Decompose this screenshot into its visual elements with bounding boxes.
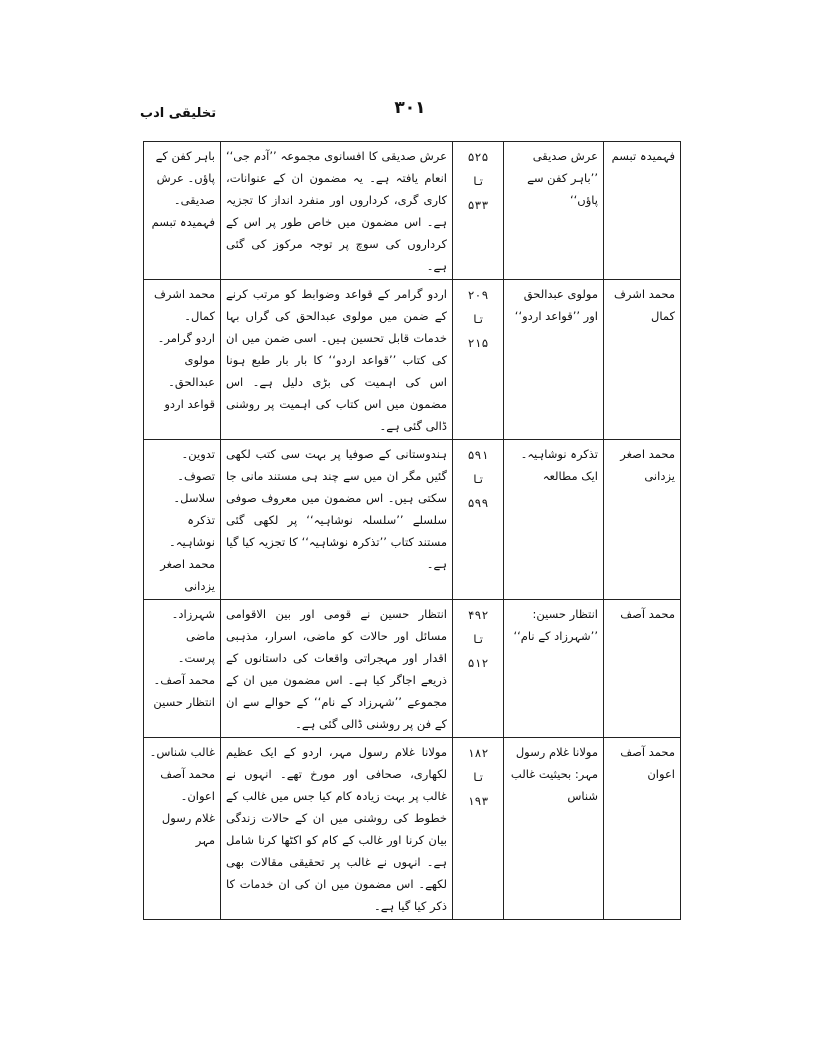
title-cell: عرش صدیقی ’’باہر کفن سے پاؤں‘‘ [504, 142, 604, 280]
keywords-cell [144, 280, 221, 440]
table-row [144, 440, 681, 600]
page-range-part: ۵۹۱ [467, 448, 489, 462]
keyword: اردو گرامر۔ [157, 331, 215, 345]
keywords-cell [144, 142, 221, 280]
keyword: محمد اشرف کمال۔ [153, 287, 215, 323]
title-cell: مولوی عبدالحق اور ’’قواعد اردو‘‘ [504, 280, 604, 440]
keyword: اعوان۔ [180, 789, 215, 803]
keywords-cell [144, 440, 221, 600]
page-range-part: تا [471, 632, 485, 646]
keyword: فہمیدہ تبسم [151, 215, 215, 229]
pages-cell [453, 142, 504, 280]
page-range-part: ۵۹۹ [467, 496, 489, 510]
title-cell: مولانا غلام رسول مہر: بحیثیت غالب شناس [504, 738, 604, 920]
summary-cell: انتظار حسین نے قومی اور بین الاقوامی مسائل اور حالات کو ماضی، اسرار، مذہبی اقدار اور مہجراتی واقعات کی داستانوں کے ذریعے اجاگر کیا ہے۔ اس مضمون میں ان کے مجموعے ’’شہرزاد کے نام‘‘ کے حوالے سے ان کے فن پر روشنی ڈالی گئی ہے۔ [221, 600, 453, 738]
keyword: غالب شناس۔ [149, 745, 215, 759]
page-range-part: ۲۰۹ [467, 288, 489, 302]
pages-cell [453, 440, 504, 600]
keyword: پرست۔ [177, 651, 215, 665]
summary-cell: ہندوستانی کے صوفیا پر بہت سی کتب لکھی گئیں مگر ان میں سے چند ہی مستند مانی جا سکتی ہیں۔ اس مضمون میں معروف صوفی سلسلے ’’سلسلہ نوشاہیہ‘‘ پر لکھی گئی مستند کتاب ’’تذکرہ نوشاہیہ‘‘ کا تجزیہ کیا گیا ہے۔ [221, 440, 453, 600]
author-cell: فہمیدہ تبسم [604, 142, 681, 280]
author-cell: محمد آصف اعوان [604, 738, 681, 920]
title-cell: تذکرہ نوشاہیہ۔ ایک مطالعہ [504, 440, 604, 600]
author-cell: محمد اصغر یزدانی [604, 440, 681, 600]
page-range-part: ۵۲۵ [467, 150, 489, 164]
pages-cell [453, 280, 504, 440]
keyword: تدوین۔ تصوف۔ [177, 447, 215, 483]
page-range-part: تا [471, 770, 485, 784]
keyword: پاؤں۔ عرش [156, 171, 215, 185]
table-row [144, 142, 681, 280]
keyword: محمد اصغر یزدانی [160, 557, 215, 593]
keyword: صدیقی۔ [173, 193, 215, 207]
summary-cell: اردو گرامر کے قواعد وضوابط کو مرتب کرنے کے ضمن میں مولوی عبدالحق کی گراں بہا خدمات قابل تحسین ہیں۔ اسی ضمن میں ان کی کتاب ’’قواعد اردو‘‘ کا بار بار طبع ہونا اس کی اہمیت کی بڑی دلیل ہے۔ اس مضمون میں اس کتاب کی اہمیت پر روشنی ڈالی گئی ہے۔ [221, 280, 453, 440]
page-range-part: ۴۹۲ [467, 608, 489, 622]
page-range-part: ۵۳۳ [467, 198, 489, 212]
page-range-part: ۵۱۲ [467, 656, 489, 670]
summary-cell: عرش صدیقی کا افسانوی مجموعہ ’’آدم جی‘‘ انعام یافتہ ہے۔ یہ مضمون ان کے عنوانات، کاری گری، کرداروں اور منفرد انداز کا تجزیہ ہے۔ اس مضمون میں خاص طور پر اس کے کرداروں کی سوچ پر توجہ مرکوز کی گئی ہے۔ [221, 142, 453, 280]
keyword: محمد آصف۔ [153, 673, 215, 687]
title-cell: انتظار حسین: ’’شہرزاد کے نام‘‘ [504, 600, 604, 738]
pages-cell [453, 600, 504, 738]
summary-cell: مولانا غلام رسول مہر، اردو کے ایک عظیم لکھاری، صحافی اور مورخ تھے۔ انہوں نے غالب پر بہت زیادہ کام کیا جس میں غالب کے خطوط کی روشنی میں ان کے حالات زندگی بیان کرنا اور غالب کے کام کو اکٹھا کرنا شامل ہے۔ انہوں نے غالب پر تحقیقی مقالات بھی لکھے۔ اس مضمون میں ان کی ان خدمات کا ذکر کیا گیا ہے۔ [221, 738, 453, 920]
keywords-cell [144, 600, 221, 738]
page-range-part: ۲۱۵ [467, 336, 489, 350]
keyword: غلام رسول مہر [161, 811, 215, 847]
keyword: باہر کفن کے [155, 149, 215, 163]
page-range-part: ۱۸۲ [467, 746, 489, 760]
author-cell: محمد اشرف کمال [604, 280, 681, 440]
page-range-part: تا [471, 472, 485, 486]
page-number: ۳۰۱ [394, 98, 426, 118]
keyword: شہرزاد۔ ماضی [171, 607, 215, 643]
table-row [144, 738, 681, 920]
pages-cell [453, 738, 504, 920]
keyword: قواعد اردو [164, 397, 215, 411]
running-header: تخلیقی ادب [140, 106, 217, 121]
keyword: نوشاہیہ۔ [169, 535, 215, 549]
author-cell: محمد آصف [604, 600, 681, 738]
page-range-part: تا [471, 312, 485, 326]
keyword: انتظار حسین [153, 695, 215, 709]
index-table [143, 141, 681, 920]
page-range-part: تا [471, 174, 485, 188]
page-range-part: ۱۹۳ [467, 794, 489, 808]
table-row [144, 280, 681, 440]
keyword: سلاسل۔ تذکرہ [173, 491, 215, 527]
keywords-cell [144, 738, 221, 920]
table-row [144, 600, 681, 738]
keyword: مولوی عبدالحق۔ [168, 353, 215, 389]
keyword: محمد آصف [160, 767, 215, 781]
